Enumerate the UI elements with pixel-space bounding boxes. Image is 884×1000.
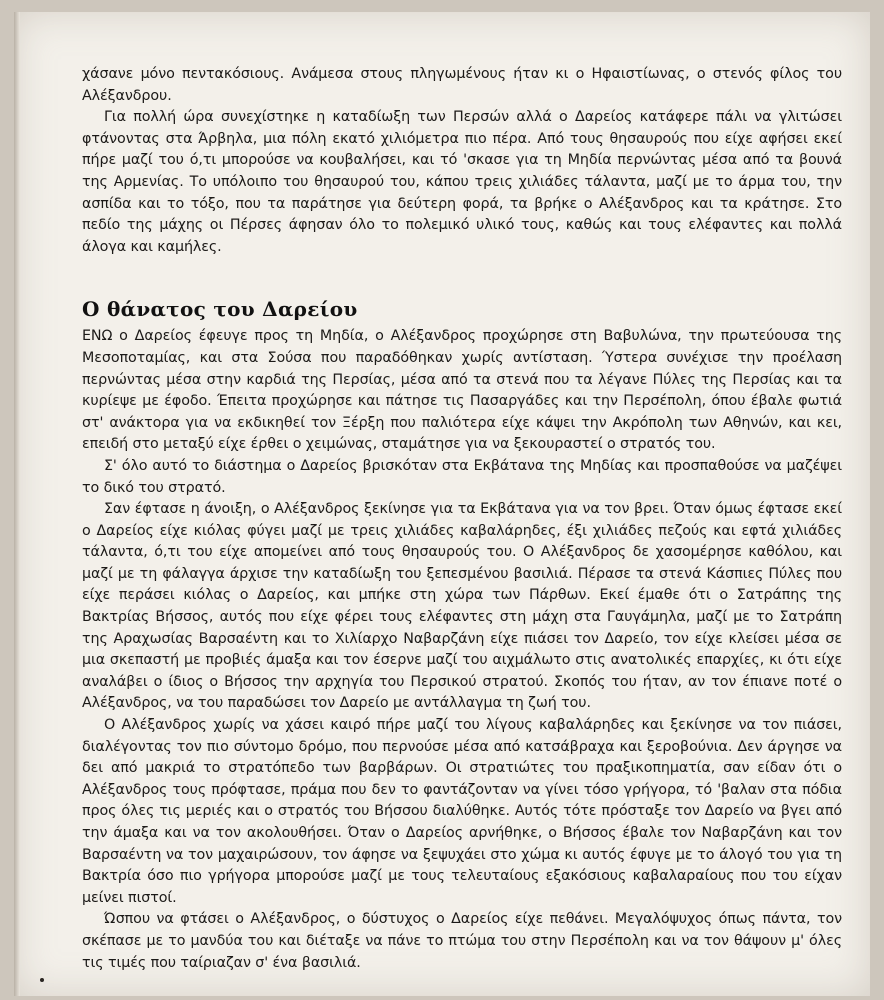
paragraph-babylon: ΕΝΩ ο Δαρείος έφευγε προς τη Μηδία, ο Αλέξανδρος προχώρησε στη Βαβυλώνα, την πρωτεύουσα της Μεσοποταμίας, και στα Σούσα που παραδόθηκαν χωρίς αντίσταση. Ύστερα συνέχισε την προέλαση περνώντας μέσα στην καρδιά της Περσίας, μέσα από τα στενά που τα λέγανε Πύλες της Περσίας και τα κυρίεψε με έφοδο. Έπειτα προχώρησε και πάτησε τις Πασαργάδες και την Περσέπολη, όπου έβαλε φωτιά στ' ανάκτορα για να εκδικηθεί τον Ξέρξη που παλιότερα είχε κάψει την Ακρόπολη των Αθηνών, και κει, επειδή στο μεταξύ είχε έρθει ο χειμώνας, σταμάτησε για να ξεκουραστεί ο στρατός του. — [82, 328, 842, 453]
page-spine-shadow — [14, 12, 20, 996]
paragraph-intro-continuation: χάσανε μόνο πεντακόσιους. Ανάμεσα στους πληγωμένους ήταν κι ο Ηφαιστίωνας, ο στενός φίλος του Αλέξανδρου. — [82, 66, 842, 104]
paragraph-ecbatana: Σ' όλο αυτό το διάστημα ο Δαρείος βρισκόταν στα Εκβάτανα της Μηδίας και προσπαθούσε να μαζέψει το δικό του στρατό. — [82, 457, 842, 496]
page-speck — [40, 978, 44, 982]
book-page — [14, 12, 870, 996]
section-heading: Ο θάνατος του Δαρείου — [82, 297, 358, 322]
text-column — [82, 64, 842, 974]
paragraph-spring-pursuit: Σαν έφτασε η άνοιξη, ο Αλέξανδρος ξεκίνησε για τα Εκβάτανα για να τον βρει. Όταν όμως έφτασε εκεί ο Δαρείος είχε κιόλας φύγει μαζί με τρεις χιλιάδες καβαλάρηδες, έξι χιλιάδες πεζούς και εφτά χιλιάδες τάλαντα, ό,τι του είχε απομείνει από τους θησαυρούς του. Ο Αλέξανδρος δε χασομέρησε καθόλου, και μαζί με τη φάλαγγα άρχισε την καταδίωξη του ξεπεσμένου βασιλιά. Πέρασε τα στενά Κάσπιες Πύλες που είχε περάσει κιόλας ο Δαρείος, και μπήκε στη χώρα των Πάρθων. Εκεί έμαθε ότι ο Σατράπης της Βακτρίας Βήσσος, αυτός που είχε φέρει τους ελέφαντες στη μάχη στα Γαυγάμηλα, μαζί με το Σατράπη της Αραχωσίας Βαρσαέντη και το Χιλίαρχο Ναβαρζάνη είχε πιάσει τον Δαρείο, τον είχε κλείσει μέσα σε μια σκεπαστή με προβιές άμαξα και τον έσερνε μαζί του αιχμάλωτο στις ανατολικές επαρχίες, κι ότι είχε αναλάβει ο ίδιος ο Βήσσος την αρχηγία του Περσικού στρατού. Σκοπός του ήταν, αν τον έπιανε ποτέ ο Αλέξανδρος, να του παραδώσει τον Δαρείο με αντάλλαγμα τη ζωή του. — [82, 501, 842, 712]
paragraph-bessus: Ο Αλέξανδρος χωρίς να χάσει καιρό πήρε μαζί του λίγους καβαλάρηδες και ξεκίνησε να τον πιάσει, διαλέγοντας τον πιο σύντομο δρόμο, που περνούσε μέσα από κατσάβραχα και ξεροβούνια. Δεν άργησε να δει από μακριά το στρατόπεδο των βαρβάρων. Οι στρατιώτες του πραξικοπηματία, σαν είδαν ότι ο Αλέξανδρος τους πρόφτασε, πράμα που δεν το φαντάζονταν να γίνει τόσο γρήγορα, τό 'βαλαν στα πόδια προς όλες τις μεριές και ο στρατός του Βήσσου διαλύθηκε. Αυτός τότε πρόσταξε τον Δαρείο να βγει από την άμαξα και να τον ακολουθήσει. Όταν ο Δαρείος αρνήθηκε, ο Βήσσος έβαλε τον Ναβαρζάνη και τον Βαρσαέντη να τον μαχαιρώσουν, τον άφησε να ξεψυχάει στο χώμα κι αυτός έφυγε με το άλογό του για τη Βακτρία όσο πιο γρήγορα μπορούσε μαζί με τους τελευταίους εξακόσιους καβαλαραίους που του είχαν μείνει πιστοί. — [82, 717, 842, 906]
paragraph-pursuit: Για πολλή ώρα συνεχίστηκε η καταδίωξη των Περσών αλλά ο Δαρείος κατάφερε πάλι να γλιτώσει φτάνοντας στα Άρβηλα, μια πόλη εκατό χιλιόμετρα πιο πέρα. Από τους θησαυρούς που είχε αφήσει εκεί πήρε μαζί του ό,τι μπορούσε να κουβαλήσει, και τό 'σκασε για τη Μηδία περνώντας μέσα από τα βουνά της Αρμενίας. Το υπόλοιπο του θησαυρού του, κάπου τρεις χιλιάδες τάλαντα, μαζί με το άρμα του, την ασπίδα και το τόξο, που τα παράτησε για δεύτερη φορά, τα βρήκε ο Αλέξανδρος και τα κράτησε. Στο πεδίο της μάχης οι Πέρσες άφησαν όλο το πολεμικό υλικό τους, καθώς και τους ελέφαντες και πολλά άλογα και καμήλες. — [82, 109, 842, 255]
paragraph-death: Ώσπου να φτάσει ο Αλέξανδρος, ο δύστυχος ο Δαρείος είχε πεθάνει. Μεγαλόψυχος όπως πάντα, τον σκέπασε με το μανδύα του και διέταξε να πάνε το πτώμα του στην Περσέπολη και να τον θάψουν μ' όλες τις τιμές που ταίριαζαν σ' ένα βασιλιά. — [82, 911, 842, 971]
